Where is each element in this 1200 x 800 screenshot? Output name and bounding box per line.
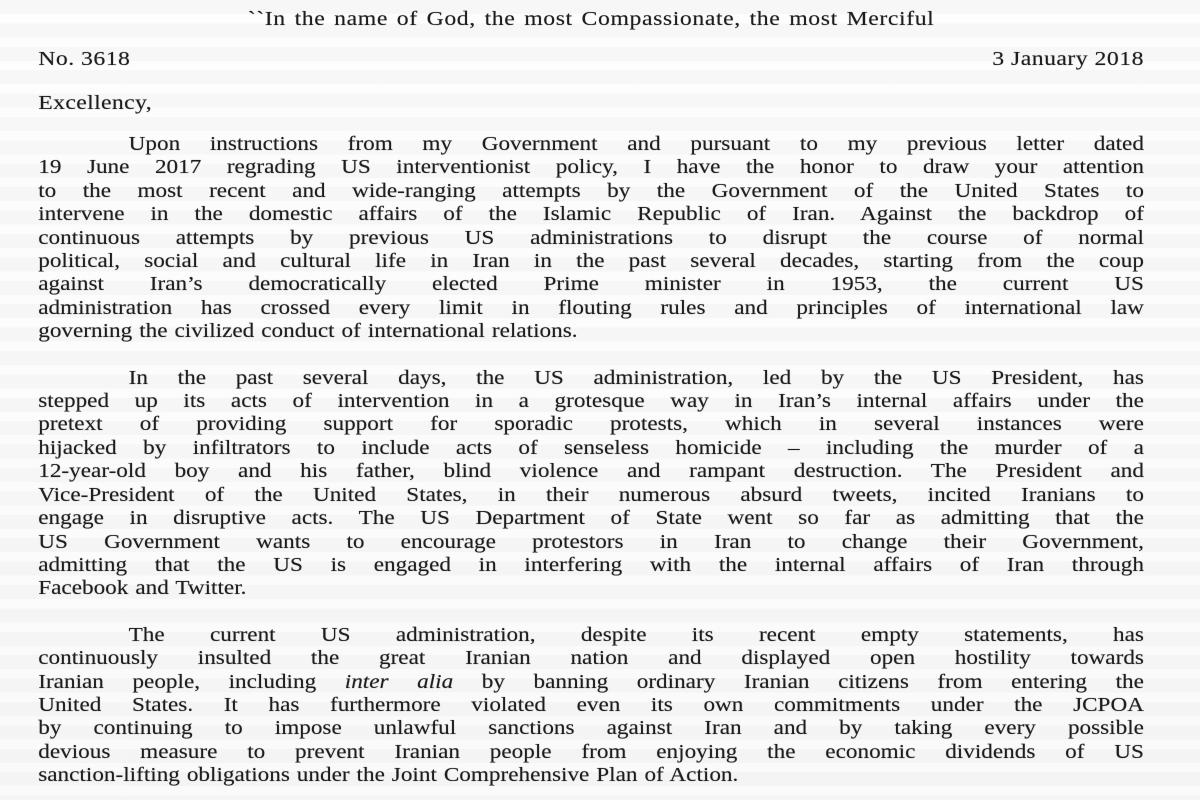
letter-date: 3 January 2018 xyxy=(992,48,1144,70)
italic-phrase: inter alia xyxy=(344,670,454,693)
salutation: Excellency, xyxy=(38,92,153,114)
bismillah-header: ``In the name of God, the most Compassionate, the most Merciful xyxy=(247,8,935,30)
reference-number: No. 3618 xyxy=(38,48,131,70)
letter-line: 19 June 2017 regrading US interventionist policy, I have the honor to draw your attention xyxy=(38,156,1144,179)
letter-line: stepped up its acts of intervention in a grotesque way in Iran’s internal affairs under the xyxy=(38,390,1144,413)
letter-line: political, social and cultural life in Iran in the past several decades, starting from the coup xyxy=(38,250,1144,273)
letter-line: hijacked by infiltrators to include acts of senseless homicide – including the murder of a xyxy=(38,436,1144,459)
letter-line: devious measure to prevent Iranian people from enjoying the economic dividends of US xyxy=(38,740,1144,763)
letter-line: Vice-President of the United States, in their numerous absurd tweets, incited Iranians to xyxy=(38,483,1144,506)
letter-body xyxy=(38,133,1144,788)
letter-line: United States. It has furthermore violated even its own commitments under the JCPOA xyxy=(38,693,1144,716)
letter-line: Upon instructions from my Government and pursuant to my previous letter dated xyxy=(128,133,1144,155)
letter-line: administration has crossed every limit in flouting rules and principles of international law xyxy=(38,296,1144,319)
letter-line: Iranian people, including inter alia by banning ordinary Iranian citizens from entering the xyxy=(38,670,1144,693)
letter-line: continuously insulted the great Iranian nation and displayed open hostility towards xyxy=(38,647,1144,670)
letter-line: sanction-lifting obligations under the Joint Comprehensive Plan of Action. xyxy=(38,764,739,787)
letter-line: intervene in the domestic affairs of the Islamic Republic of Iran. Against the backdrop of xyxy=(38,203,1144,226)
letter-line: admitting that the US is engaged in interfering with the internal affairs of Iran through xyxy=(38,553,1144,576)
letter-line: 12-year-old boy and his father, blind violence and rampant destruction. The President and xyxy=(38,460,1144,483)
paragraph xyxy=(38,624,1144,788)
letter-line: In the past several days, the US administration, led by the US President, has xyxy=(128,366,1144,389)
letter-line: governing the civilized conduct of international relations. xyxy=(38,320,578,343)
paragraph xyxy=(38,367,1144,601)
paragraph xyxy=(38,133,1144,344)
letter-line: continuous attempts by previous US administrations to disrupt the course of normal xyxy=(38,226,1144,249)
reference-row xyxy=(38,48,1144,71)
letter-line: Facebook and Twitter. xyxy=(38,577,247,600)
letter-line: pretext of providing support for sporadic protests, which in several instances were xyxy=(38,413,1144,436)
letter-line: to the most recent and wide-ranging attempts by the Government of the United States to xyxy=(38,179,1144,202)
letter-line: US Government wants to encourage protestors in Iran to change their Government, xyxy=(38,530,1144,553)
letter-line: The current US administration, despite its recent empty statements, has xyxy=(128,623,1144,646)
letter-line: engage in disruptive acts. The US Department of State went so far as admitting that the xyxy=(38,507,1144,530)
letter-line: by continuing to impose unlawful sanctions against Iran and by taking every possible xyxy=(38,717,1144,740)
letter-line: against Iran’s democratically elected Prime minister in 1953, the current US xyxy=(38,273,1144,296)
